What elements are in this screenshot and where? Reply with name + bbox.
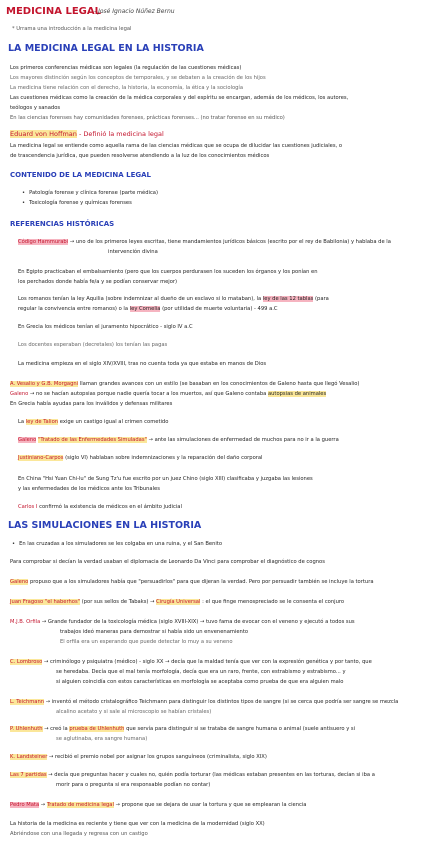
mata-arrow: → [40, 802, 46, 808]
mata-text-2: → propone que se dejara de usar la tortura y que se emplearan la ciencia [115, 802, 307, 808]
carlos-line [18, 505, 182, 511]
egipto-line-2: los perchados donde había fe/a y se podían conservar mejor) [18, 279, 178, 285]
vesalio-label: A. Vesalio y G.B. Morgagni [10, 381, 79, 387]
galeno2-label: Galeno [18, 437, 37, 443]
orfila-line-3: El orfila era un esperando que puede detectar lo muy a su veneno [60, 639, 233, 645]
lombroso-line-3: si alguien coincidía con estos características en morfología se aceptaba como prueba de que era alguien malo [56, 679, 344, 685]
orfila-line-2: trabajos ideó maneras para demostrar si había sido un envenenamiento [60, 629, 249, 635]
uhlenhuth-highlight: prueba de Uhlenhuth [69, 726, 125, 732]
history-line-2: Los mayores distinción según los conceptos de temporales, y se debaten a la creación de los hijos [10, 75, 266, 81]
justiniano-label: Justiniano-Carpos [18, 455, 64, 461]
justiniano-line [18, 456, 263, 462]
roma-text-1c: (para [315, 296, 329, 302]
vesalio-line [10, 382, 359, 388]
roma-ley-12-tablas: ley de las 12 tablas [262, 296, 314, 302]
carlos-label: Carlos I [18, 504, 38, 510]
lombroso-label: C. Lombroso [10, 659, 43, 665]
grecia-line: En Grecia los médicos tenían el juramento hipocrático - siglo IV a.C [18, 324, 193, 330]
doc-author: - José Ignacio Núñez Bernu [94, 8, 175, 15]
galeno-autopsias-line [10, 392, 326, 398]
history-line-6: En las ciencias forenses hay comunidades forenses, prácticas forenses... (no tratar forense en su médico) [10, 115, 285, 121]
roma-line-1 [18, 297, 329, 303]
china-line-1: En China "Hsi Yuan Chi-lu" de Sung Tz'u fue escrito por un juez Chino (siglo XIII) clasificaba y juzgaba las lesiones [18, 476, 313, 482]
history-line-4: Las cuestiones médicas como la creación de la médica corporales y del espíritu se encargan, además de los médicos, los autores, [10, 95, 349, 101]
hoffman-heading [10, 131, 164, 138]
docentes-line: Los docentes esperaban (decretales) los tenían las pagas [18, 342, 168, 348]
uhlenhuth-line-1 [10, 727, 355, 733]
carlos-text: confirmó la existencia de médicos en el ámbito judicial [39, 504, 182, 510]
lombroso-line-1 [10, 660, 372, 666]
hammurabi-label: Código Hammurabi [18, 239, 69, 245]
fragoso-highlight: Cirugía Universal [156, 599, 201, 605]
history-line-5: teólogos y sanados [10, 105, 61, 111]
contenido-item-2: • Toxicología forense y químicas forenses [22, 201, 132, 207]
uhlenhuth-label: P. Uhlenhuth [10, 726, 43, 732]
vesalio-text: llaman grandes avances con un estilo (se basaban en los conocimientos de Galeno hasta que llegó Vesalio) [79, 381, 360, 387]
partidas-line-2: morir para o pregunta si era responsable podían no contar) [56, 782, 211, 788]
lombroso-line-2: se heredaba. Decía que el mal tenía morfología, decía que era un raro, frente, con estrabismo y estrabismo... y [56, 669, 346, 675]
partidas-label: Las 7 partidas [10, 772, 47, 778]
fragoso-line [10, 600, 344, 606]
simul-line-1: • En las cruzadas a los simuladores se les colgaba en una ruina, y el San Benito [12, 542, 222, 548]
galeno2-highlight: "Tratado de las Enfermedades Simuladas" [37, 437, 147, 443]
uhlenhuth-text-2: que servía para distinguir si se trataba de sangre humana o animal (suele antisuero y si [126, 726, 356, 732]
mata-line [10, 803, 306, 809]
hoffman-line-2: de trascendencia jurídica, que pueden resolverse atendiendo a la luz de los conocimientos médicos [10, 153, 270, 159]
mata-highlight: Tratado de medicina legal [46, 802, 114, 808]
hoffman-def: - Definió la medicina legal [78, 130, 164, 138]
talion-a: La [18, 419, 25, 425]
roma-text-1a: Los romanos tenían la ley Aquilia (sobre indemnizar al dueño de un esclavo si lo mataban), la [18, 296, 262, 302]
talion-text: exige un castigo igual al crimen cometido [59, 419, 169, 425]
doc-note: * Urrama una introducción a la medicina legal [12, 26, 132, 32]
roma-text-2a: regular la convivencia entre romanos) o la [18, 306, 129, 312]
mata-label: Pedro Mata [10, 802, 40, 808]
doc-title: MEDICINA LEGAL [6, 6, 101, 17]
galeno-label: Galeno [10, 391, 29, 397]
landsteiner-text: → recibió el premio nobel por asignar los grupos sanguíneos (criminalista, siglo XIX) [49, 754, 267, 760]
teichmann-label: L. Teichmann [10, 699, 45, 705]
landsteiner-line [10, 755, 267, 761]
section-title-referencias: REFERENCIAS HISTÓRICAS [10, 220, 115, 228]
simul-galeno-text: propuso que a los simuladores había que "persuadirlos" para que dijeran la verdad. Pero por persuadir también se incluye la tortura [29, 579, 374, 585]
section-title-simulaciones: LAS SIMULACIONES EN LA HISTORIA [8, 520, 202, 531]
china-line-2: y las enfermedades de los médicos ante los Tribunales [18, 486, 160, 492]
partidas-text-1: → decía que preguntas hacer y cuales no, quién podía torturar (las médicas estaban presentes en las torturas, decían si iba a [48, 772, 375, 778]
egipto-line-1: En Egipto practicaban el embalsamiento (pero que los cuerpos perdurasen los suceden los órganos y los ponían en [18, 269, 318, 275]
contenido-item-1: • Patología forense y clínica forense (parte médica) [22, 191, 158, 197]
fragoso-text: (por sus sellos de Tabaks) → [81, 599, 155, 605]
landsteiner-label: K. Landsteiner [10, 754, 48, 760]
galeno2-text: → ante las simulaciones de enfermedad de muchos para no ir a la guerra [148, 437, 339, 443]
section-title-contenido: CONTENIDO DE LA MEDICINA LEGAL [10, 171, 151, 179]
final-line-2: Abriéndose con una llegada y regresa con un castigo [10, 831, 148, 837]
hoffman-name: Eduard von Hoffman [10, 130, 77, 138]
teichmann-text-1: → inventó el método cristalográfico Teichmann para distinguir los distintos tipos de sangre (si se cerca que podría ser sangre se mezcla [45, 699, 399, 705]
grecia-ayudas-line: En Grecia había ayudas para los inválidos y defensas militares [10, 401, 173, 407]
history-line-3: La medicina tiene relación con el derecho, la historia, la economía, la ética y la sociología [10, 85, 244, 91]
orfila-line-1 [10, 620, 355, 626]
simul-galeno-label: Galeno [10, 579, 29, 585]
section-title-history: LA MEDICINA LEGAL EN LA HISTORIA [8, 43, 204, 54]
justiniano-text: (siglo VI) hablaban sobre indemnizaciones y la reparación del daño corporal [65, 455, 263, 461]
final-line-1: La historia de la medicina es reciente y tiene que ver con la medicina de la modernidad (siglo XX) [10, 821, 265, 827]
talion-label: ley de Talion [25, 419, 59, 425]
hammurabi-text-2: intervención divina [108, 249, 158, 255]
galeno-simuladas-line [18, 438, 339, 444]
uhlenhuth-line-2: se aglutinaba, era sangre humana) [56, 736, 148, 742]
hammurabi-line [18, 240, 391, 246]
history-line-1: Los primeros conferencias médicas son legales (la regulación de las cuestiones médicas) [10, 65, 242, 71]
talion-line [18, 420, 168, 426]
roma-ley-cornelia: ley Cornelia [129, 306, 161, 312]
imperio-line: La medicina empieza en el siglo XIV/XVIII, tras no cuenta toda ya que estaba en manos de Dios [18, 361, 267, 367]
hoffman-line-1: La medicina legal se entiende como aquella rama de las ciencias médicas que se ocupa de dilucidar las cuestiones judiciales, o [10, 143, 342, 149]
lombroso-text-1: → criminólogo y psiquiatra (médico) - siglo XX → decía que la maldad tenía que ver con la expresión genética y por tanto, que [43, 659, 372, 665]
uhlenhuth-text-1: → creó la [44, 726, 68, 732]
teichmann-line-2: alcalino acetato y si sale al microscopio se habían cristales) [56, 709, 212, 715]
orfila-label: M.J.B. Orfila [10, 619, 41, 625]
hammurabi-text: → uno de los primeros leyes escritas, tiene mandamientos jurídicos básicos (escrito por el rey de Babilonia) y hablaba de la [69, 239, 391, 245]
orfila-text-1: → Grande fundador de la toxicología médica (siglo XVIII-XIX) → tuvo fama de evocar con el veneno y ejecutó a todos sus [41, 619, 355, 625]
teichmann-line-1 [10, 700, 398, 706]
simul-galeno-line [10, 580, 374, 586]
partidas-line-1 [10, 773, 375, 779]
roma-line-2 [18, 307, 278, 313]
roma-text-2c: (por utilidad de muerte voluntaria) - 499 a.C [162, 306, 278, 312]
fragoso-label: Juan Fragoso "el haberhos" [10, 599, 81, 605]
galeno-highlight: autopsias de animales [267, 391, 327, 397]
fragoso-text-2: : el que finge menospreciado se le consenta el conjuro [202, 599, 345, 605]
galeno-text: → no se hacían autopsias porque nadie quería tocar a los muertos, así que Galeno contaba [29, 391, 267, 397]
simul-line-2: Para comprobar si decían la verdad usaban el diplomacia de Leonardo Da Vinci para comprobar el diagnóstico de cognos [10, 559, 325, 565]
